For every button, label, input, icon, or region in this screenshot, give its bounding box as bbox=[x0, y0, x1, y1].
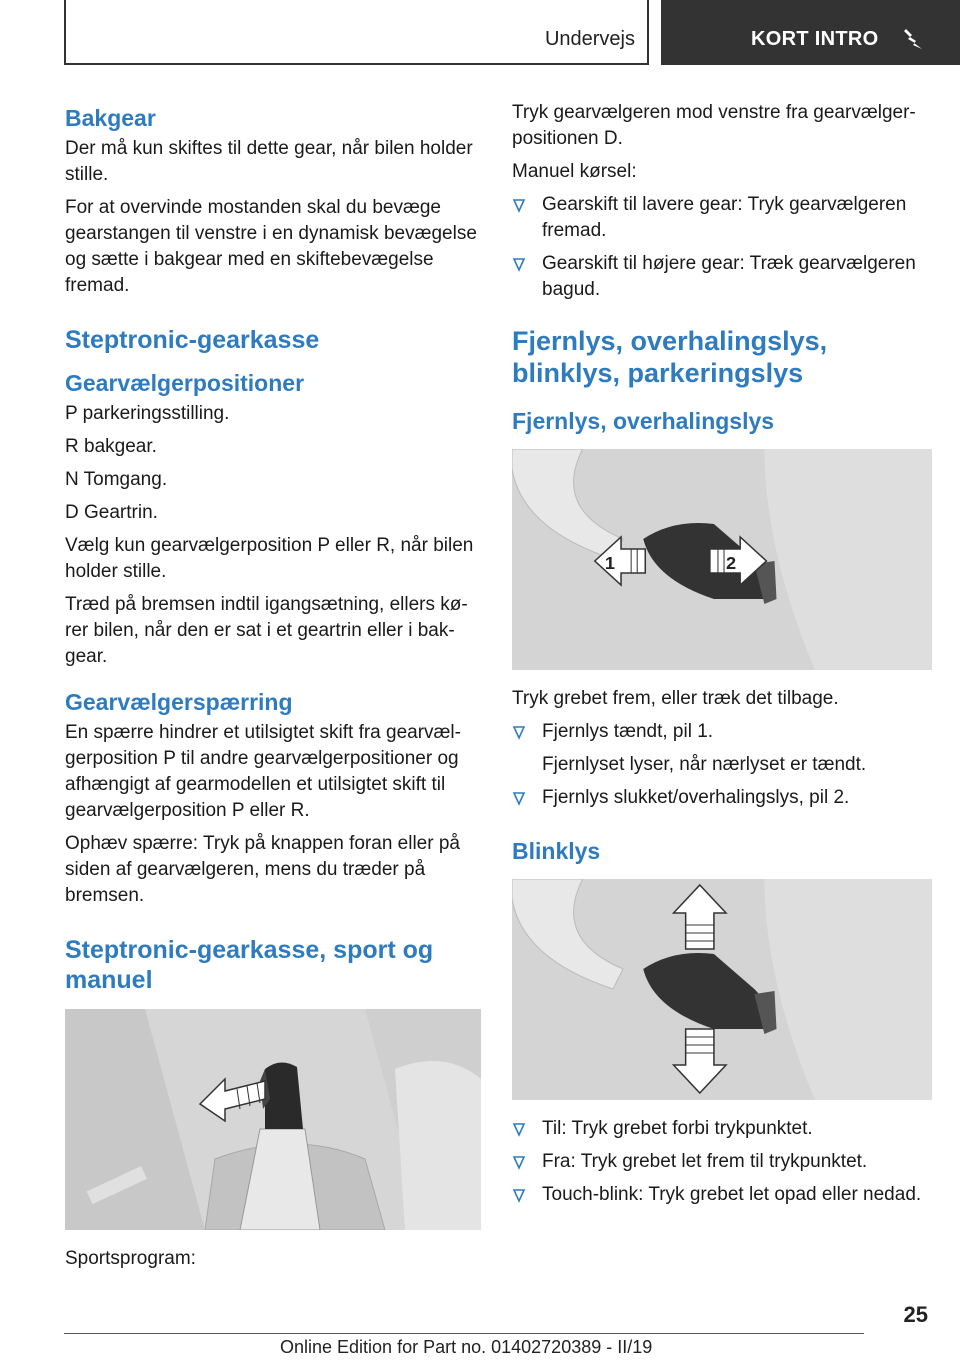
blinker-item-3: Touch-blink: Tryk grebet let opad eller nedad. bbox=[542, 1184, 922, 1205]
manual-list bbox=[512, 192, 932, 303]
highbeam-list bbox=[512, 719, 932, 745]
lock-paragraph-1: En spærre hindrer et utilsigtet skift fra gearvælgerposition P til andre gearvælgerpositioner og afhængigt af gearmodellen et utilsigtet skift til gearvælgerposition P eller R. bbox=[65, 722, 461, 821]
heading-lights: Fjernlys, overhalingslys, blinklys, parkeringslys bbox=[512, 326, 828, 388]
lightning-icon bbox=[901, 26, 927, 52]
list-item bbox=[512, 1182, 932, 1208]
blinker-illustration bbox=[512, 879, 932, 1100]
list-item bbox=[512, 1149, 932, 1175]
sport-program-label: Sportsprogram: bbox=[65, 1248, 196, 1269]
highbeam-list-2 bbox=[512, 785, 932, 811]
right-column bbox=[512, 100, 932, 1215]
header-section-box bbox=[64, 0, 649, 65]
gear-selector-illustration bbox=[65, 1009, 481, 1230]
heading-steptronic-sport: Steptronic-gearkasse, sport og manuel bbox=[65, 936, 434, 994]
header-chapter-box bbox=[661, 0, 960, 65]
blinker-item-1: Til: Tryk grebet forbi trykpunktet. bbox=[542, 1118, 813, 1139]
heading-steptronic: Steptronic-gearkasse bbox=[65, 326, 320, 354]
highbeam-item-2: Fjernlys slukket/overhalingslys, pil 2. bbox=[542, 787, 850, 808]
triangle-bullet-icon bbox=[512, 1123, 526, 1137]
list-item bbox=[512, 719, 932, 745]
footer-divider bbox=[64, 1333, 864, 1334]
bakgear-paragraph-1: Der må kun skiftes til dette gear, når bilen holder stille. bbox=[65, 138, 473, 185]
triangle-bullet-icon bbox=[512, 1189, 526, 1203]
highbeam-figure bbox=[512, 449, 932, 670]
right-paragraph-1: Tryk gearvælgeren mod venstre fra gearvælgerpositionen D. bbox=[512, 102, 916, 149]
list-item bbox=[512, 785, 932, 811]
triangle-bullet-icon bbox=[512, 199, 526, 213]
manual-item-2: Gearskift til højere gear: Træk gearvælgeren bagud. bbox=[542, 253, 916, 300]
list-item bbox=[512, 251, 932, 303]
position-n: N Tomgang. bbox=[65, 469, 168, 490]
triangle-bullet-icon bbox=[512, 1156, 526, 1170]
positions-paragraph-3: Træd på bremsen indtil igangsætning, ellers kører bilen, når den er sat i et geartrin eller i bakgear. bbox=[65, 594, 468, 667]
left-column bbox=[65, 100, 481, 1279]
manual-item-1: Gearskift til lavere gear: Tryk gearvælgeren fremad. bbox=[542, 194, 907, 241]
blinker-figure bbox=[512, 879, 932, 1100]
footer-edition: Online Edition for Part no. 01402720389 - II/19 bbox=[280, 1337, 653, 1357]
list-item bbox=[512, 192, 932, 244]
heading-gear-positions: Gearvælgerpositioner bbox=[65, 370, 305, 396]
position-d: D Geartrin. bbox=[65, 502, 158, 523]
header-section-label: Undervejs bbox=[544, 28, 635, 50]
triangle-bullet-icon bbox=[512, 726, 526, 740]
arrow-label-2: 2 bbox=[726, 553, 737, 573]
heading-bakgear: Bakgear bbox=[65, 105, 156, 131]
triangle-bullet-icon bbox=[512, 792, 526, 806]
heading-blinker: Blinklys bbox=[512, 838, 601, 864]
gear-selector-figure bbox=[65, 1009, 481, 1230]
positions-paragraph-2: Vælg kun gearvælgerposition P eller R, når bilen holder stille. bbox=[65, 535, 474, 582]
position-r: R bakgear. bbox=[65, 436, 157, 457]
highbeam-item-1: Fjernlys tændt, pil 1. bbox=[542, 721, 714, 742]
page-number: 25 bbox=[903, 1302, 928, 1327]
position-p: P parkeringsstilling. bbox=[65, 403, 230, 424]
highbeam-item-1-detail: Fjernlyset lyser, når nærlyset er tændt. bbox=[542, 754, 867, 775]
triangle-bullet-icon bbox=[512, 258, 526, 272]
blinker-list bbox=[512, 1116, 932, 1208]
list-item bbox=[512, 1116, 932, 1142]
lock-paragraph-2: Ophæv spærre: Tryk på knappen foran eller på siden af gearvælgeren, mens du træder på bremsen. bbox=[65, 833, 460, 906]
manual-driving-label: Manuel kørsel: bbox=[512, 161, 637, 182]
blinker-item-2: Fra: Tryk grebet let frem til trykpunktet. bbox=[542, 1151, 868, 1172]
highbeam-paragraph: Tryk grebet frem, eller træk det tilbage. bbox=[512, 688, 839, 709]
header-chapter-label: KORT INTRO bbox=[751, 28, 879, 50]
heading-gear-lock: Gearvælgerspærring bbox=[65, 689, 293, 715]
highbeam-illustration bbox=[512, 449, 932, 670]
heading-highbeam: Fjernlys, overhalingslys bbox=[512, 408, 775, 434]
arrow-label-1: 1 bbox=[604, 553, 615, 573]
bakgear-paragraph-2: For at overvinde mostanden skal du bevæge gearstangen til venstre i en dynamisk bevægelse og sætte i bakgear med en skiftebevægelse fremad. bbox=[65, 197, 477, 296]
